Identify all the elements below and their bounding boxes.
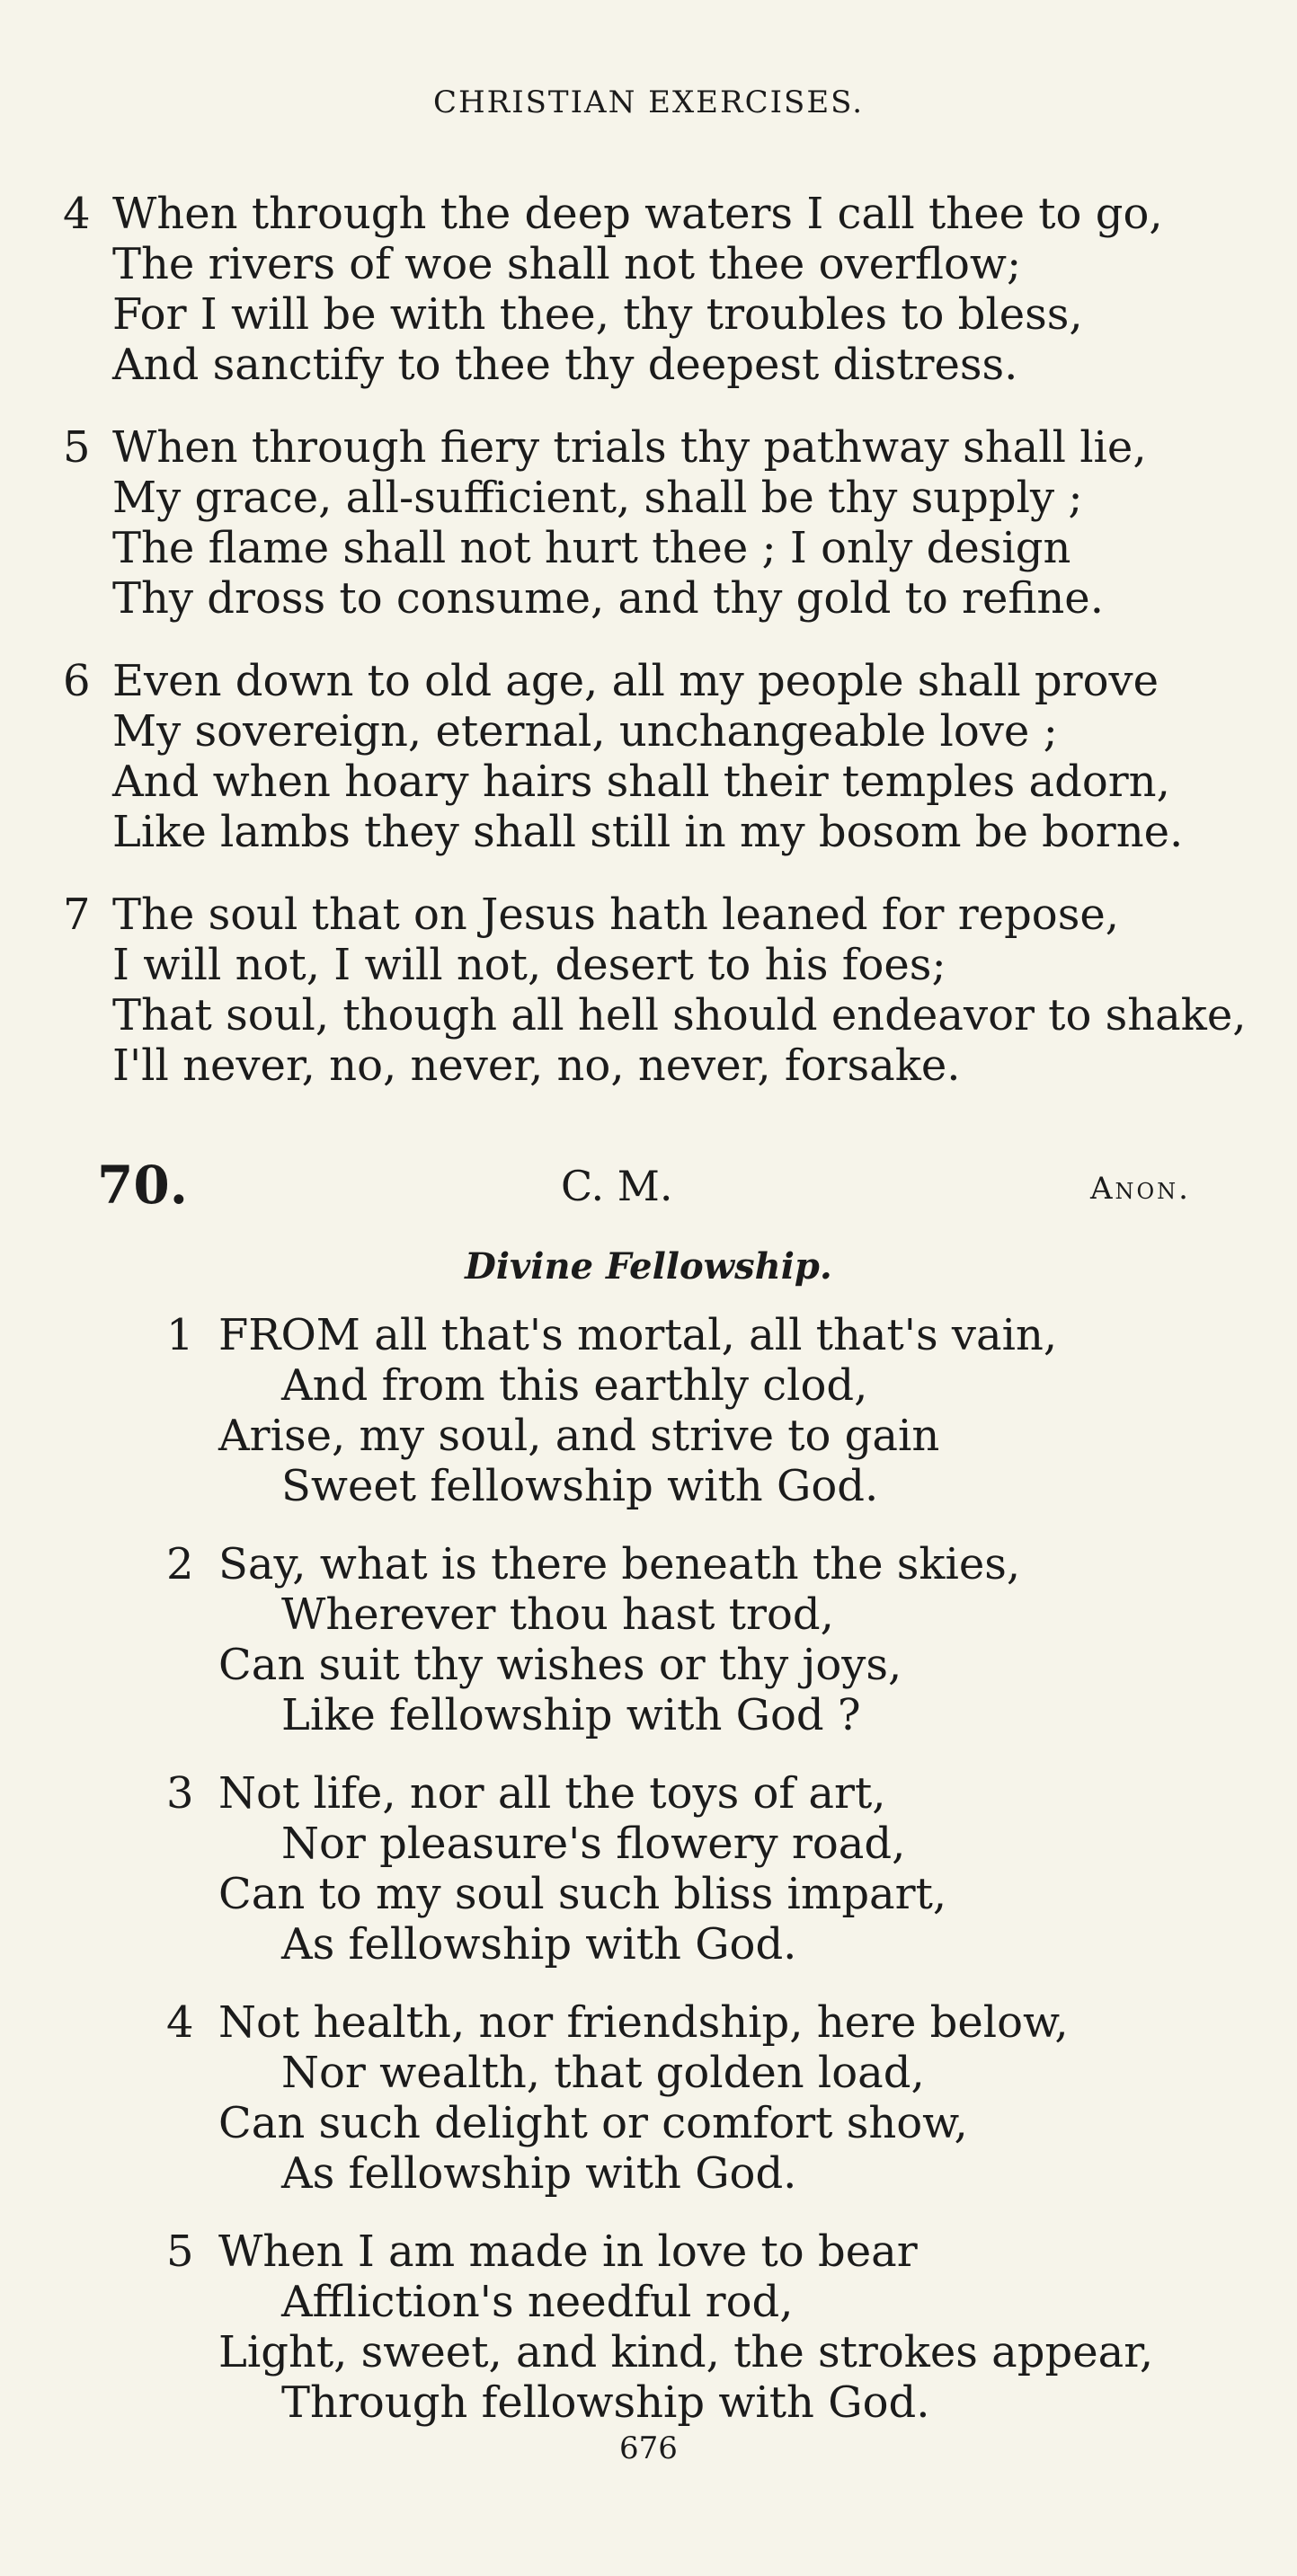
stanza-line: My sovereign, eternal, unchangeable love ; [112, 706, 1058, 757]
stanza-line: The soul that on Jesus hath leaned for repose, [112, 890, 1119, 940]
stanza-line: Like fellowship with God ? [281, 1690, 861, 1740]
stanza-number: 6 [63, 656, 91, 706]
stanza-number: 4 [166, 1997, 194, 2048]
page-number: 676 [619, 2430, 678, 2466]
stanza-7 [63, 890, 1258, 1091]
stanza-5 [63, 422, 1258, 624]
stanza-line: Thy dross to consume, and thy gold to refine. [112, 573, 1104, 624]
hymn-stanza-3 [166, 1768, 1245, 1970]
hymn-stanza-5 [166, 2226, 1245, 2428]
hymn-header [0, 1155, 1297, 1217]
stanza-line: Not life, nor all the toys of art, [218, 1768, 886, 1819]
stanza-line: Nor pleasure's flowery road, [281, 1819, 906, 1869]
hymn-stanza-4 [166, 1997, 1245, 2199]
stanza-number: 5 [166, 2226, 194, 2277]
stanza-line: Can suit thy wishes or thy joys, [218, 1640, 902, 1690]
stanza-line: My grace, all-sufficient, shall be thy supply ; [112, 473, 1083, 523]
hymn-author: Anon. [1089, 1171, 1191, 1207]
running-head: CHRISTIAN EXERCISES. [432, 84, 865, 120]
stanza-line: And from this earthly clod, [281, 1360, 868, 1411]
stanza-line: I'll never, no, never, no, never, forsake. [112, 1040, 961, 1091]
stanza-line: I will not, I will not, desert to his foes; [112, 940, 946, 990]
stanza-line: Can to my soul such bliss impart, [218, 1869, 947, 1919]
hymn-number: 70. [97, 1155, 188, 1216]
stanza-line: The flame shall not hurt thee ; I only design [112, 523, 1071, 573]
stanza-line: Not health, nor friendship, here below, [218, 1997, 1069, 2048]
stanza-number: 4 [63, 189, 91, 239]
hymn-stanza-1 [166, 1310, 1245, 1511]
stanza-line: When I am made in love to bear [218, 2226, 918, 2277]
stanza-line: Affliction's needful rod, [281, 2277, 794, 2327]
hymn-subtitle: Divine Fellowship. [465, 1245, 832, 1288]
hymn-stanza-2 [166, 1539, 1245, 1740]
stanza-number: 5 [63, 422, 91, 473]
stanza-line: That soul, though all hell should endeavor to shake, [112, 990, 1247, 1040]
stanza-4 [63, 189, 1258, 390]
stanza-line: As fellowship with God. [281, 2148, 797, 2199]
stanza-line: Like lambs they shall still in my bosom be borne. [112, 807, 1184, 857]
stanza-line: FROM all that's mortal, all that's vain, [218, 1310, 1058, 1360]
stanza-line: Through fellowship with God. [281, 2377, 930, 2428]
stanza-line: Light, sweet, and kind, the strokes appear, [218, 2327, 1154, 2377]
stanza-line: Arise, my soul, and strive to gain [218, 1411, 940, 1461]
stanza-line: Even down to old age, all my people shall prove [112, 656, 1159, 706]
stanza-number: 2 [166, 1539, 194, 1589]
stanza-line: When through the deep waters I call thee to go, [112, 189, 1163, 239]
stanza-line: Wherever thou hast trod, [281, 1589, 834, 1640]
stanza-line: And sanctify to thee thy deepest distress. [112, 340, 1018, 390]
stanza-line: Nor wealth, that golden load, [281, 2048, 925, 2098]
stanza-number: 1 [166, 1310, 194, 1360]
stanza-line: The rivers of woe shall not thee overflow; [112, 239, 1022, 289]
stanza-line: For I will be with thee, thy troubles to bless, [112, 289, 1083, 340]
stanza-line: Sweet fellowship with God. [281, 1461, 879, 1511]
stanza-line: Say, what is there beneath the skies, [218, 1539, 1021, 1589]
stanza-6 [63, 656, 1258, 857]
stanza-number: 7 [63, 890, 91, 940]
stanza-line: And when hoary hairs shall their temples adorn, [112, 757, 1170, 807]
stanza-line: When through fiery trials thy pathway shall lie, [112, 422, 1147, 473]
hymn-meter: C. M. [561, 1162, 673, 1210]
stanza-number: 3 [166, 1768, 194, 1819]
stanza-line: Can such delight or comfort show, [218, 2098, 968, 2148]
stanza-line: As fellowship with God. [281, 1919, 797, 1970]
